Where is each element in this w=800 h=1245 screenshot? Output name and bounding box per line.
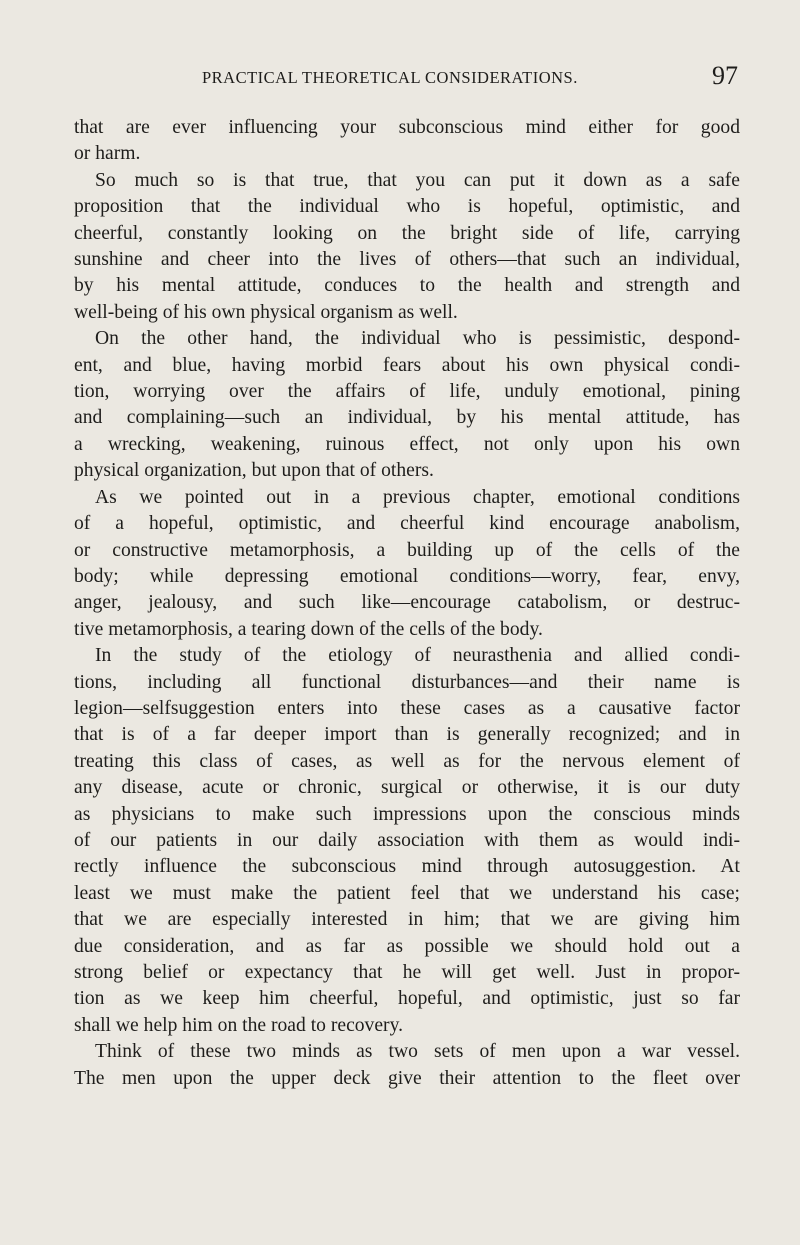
text-line: sunshine and cheer into the lives of others—that such an individual,: [74, 249, 740, 271]
text-line: by his mental attitude, conduces to the health and strength and: [74, 275, 740, 297]
text-line: As we pointed out in a previous chapter, emotional conditions: [95, 486, 740, 508]
text-line: due consideration, and as far as possible we should hold out a: [74, 935, 740, 957]
text-line: as physicians to make such impressions upon the conscious minds: [74, 803, 740, 825]
page-number: 97: [712, 61, 738, 90]
text-line: that is of a far deeper import than is generally recognized; and in: [74, 724, 740, 746]
body-text: [74, 115, 740, 1092]
running-head-title: PRACTICAL THEORETICAL CONSIDERATIONS.: [202, 68, 578, 87]
text-line: of a hopeful, optimistic, and cheerful kind encourage anabolism,: [74, 513, 740, 535]
text-line: legion—selfsuggestion enters into these cases as a causative factor: [74, 697, 740, 719]
text-line: On the other hand, the individual who is pessimistic, despond-: [95, 328, 740, 350]
text-line: strong belief or expectancy that he will get well. Just in propor-: [74, 962, 740, 983]
text-line: body; while depressing emotional conditions—worry, fear, envy,: [74, 565, 740, 587]
text-line: tion, worrying over the affairs of life, unduly emotional, pining: [74, 381, 740, 403]
text-line: ent, and blue, having morbid fears about his own physical condi-: [74, 354, 740, 376]
text-line: So much so is that true, that you can put it down as a safe: [95, 169, 740, 191]
text-line: well-being of his own physical organism as well.: [74, 301, 458, 323]
running-head: [74, 61, 738, 94]
text-line: that are ever influencing your subconscious mind either for good: [74, 117, 740, 138]
text-line: a wrecking, weakening, ruinous effect, not only upon his own: [74, 433, 740, 455]
text-line: proposition that the individual who is hopeful, optimistic, and: [74, 196, 740, 218]
text-line: rectly influence the subconscious mind through autosuggestion. At: [74, 856, 740, 878]
text-line: shall we help him on the road to recovery.: [74, 1014, 403, 1036]
text-line: tion as we keep him cheerful, hopeful, and optimistic, just so far: [74, 988, 740, 1010]
text-line: and complaining—such an individual, by his mental attitude, has: [74, 407, 740, 429]
text-line: of our patients in our daily association with them as would indi-: [74, 829, 740, 851]
text-line: treating this class of cases, as well as for the nervous element of: [74, 750, 740, 772]
text-line: or constructive metamorphosis, a building up of the cells of the: [74, 539, 740, 561]
text-line: cheerful, constantly looking on the bright side of life, carrying: [74, 222, 740, 244]
text-line: physical organization, but upon that of others.: [74, 460, 434, 482]
text-line: In the study of the etiology of neurasthenia and allied condi-: [95, 645, 740, 667]
text-line: any disease, acute or chronic, surgical or otherwise, it is our duty: [74, 777, 740, 799]
text-line: The men upon the upper deck give their attention to the fleet over: [74, 1067, 740, 1089]
text-line: least we must make the patient feel that we understand his case;: [74, 882, 740, 904]
text-line: or harm.: [74, 143, 141, 165]
text-line: tions, including all functional disturbances—and their name is: [74, 671, 740, 693]
text-line: that we are especially interested in him; that we are giving him: [74, 909, 740, 931]
text-line: anger, jealousy, and such like—encourage catabolism, or destruc-: [74, 592, 740, 614]
text-line: tive metamorphosis, a tearing down of the cells of the body.: [74, 618, 543, 640]
text-line: Think of these two minds as two sets of men upon a war vessel.: [95, 1041, 740, 1063]
